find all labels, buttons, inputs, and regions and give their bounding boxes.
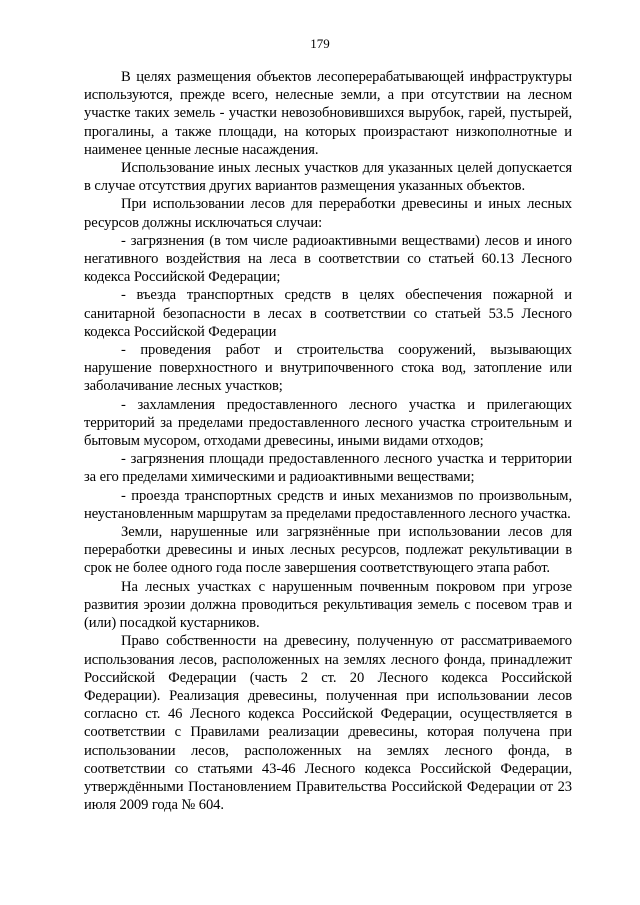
paragraph: На лесных участках с нарушенным почвенным покровом при угрозе развития эрозии должна проводиться рекультивация земель с посевом трав и (или) посадкой кустарников. — [84, 578, 572, 632]
paragraph: В целях размещения объектов лесоперерабатывающей инфраструктуры используются, прежде всего, нелесные земли, а при отсутствии на лесном участке таких земель - участки невозобновившихся вырубок, гарей, пустырей, прогалины, а также площади, на которых произрастают низкополнотные и наименее ценные лесные насаждения. — [84, 69, 572, 158]
list-item: - загрязнения (в том числе радиоактивными веществами) лесов и иного негативного воздействия на леса в соответствии со статьей 60.13 Лесного кодекса Российской Федерации; — [84, 232, 572, 286]
body-text — [84, 68, 572, 814]
list-item: - захламления предоставленного лесного участка и прилегающих территорий за пределами предоставленного лесного участка строительным и бытовым мусором, отходами древесины, иными видами отходов; — [84, 396, 572, 450]
paragraph: Использование иных лесных участков для указанных целей допускается в случае отсутствия других вариантов размещения указанных объектов. — [84, 160, 572, 195]
page-number: 179 — [310, 36, 330, 51]
list-item: - въезда транспортных средств в целях обеспечения пожарной и санитарной безопасности в лесах в соответствии со статьей 53.5 Лесного кодекса Российской Федерации — [84, 287, 572, 340]
paragraph: Земли, нарушенные или загрязнённые при использовании лесов для переработки древесины и иных лесных ресурсов, подлежат рекультивации в срок не более одного года после завершения соответствующего этапа работ. — [84, 524, 572, 577]
list-item: - проезда транспортных средств и иных механизмов по произвольным, неустановленным маршрутам за пределами предоставленного лесного участка. — [84, 487, 572, 522]
paragraph: При использовании лесов для переработки древесины и иных лесных ресурсов должны исключаться случаи: — [84, 196, 572, 231]
paragraph: Право собственности на древесину, полученную от рассматриваемого использования лесов, расположенных на землях лесного фонда, принадлежит Российской Федерации (часть 2 ст. 20 Лесного кодекса Российской Федерации). Реализация древесины, полученная при использовании лесов согласно ст. 46 Лесного кодекса Российской Федерации, осуществляется в соответствии с Правилами реализации древесины, которая получена при использовании лесов, расположенных на землях лесного фонда, в соответствии со статьями 43-46 Лесного кодекса Российской Федерации, утверждёнными Постановлением Правительства Российской Федерации от 23 июля 2009 года № 604. — [84, 633, 572, 814]
list-item: - проведения работ и строительства сооружений, вызывающих нарушение поверхностного и внутрипочвенного стока вод, затопление или заболачивание лесных участков; — [84, 342, 572, 395]
list-item: - загрязнения площади предоставленного лесного участка и территории за его пределами химическими и радиоактивными веществами; — [84, 451, 572, 486]
